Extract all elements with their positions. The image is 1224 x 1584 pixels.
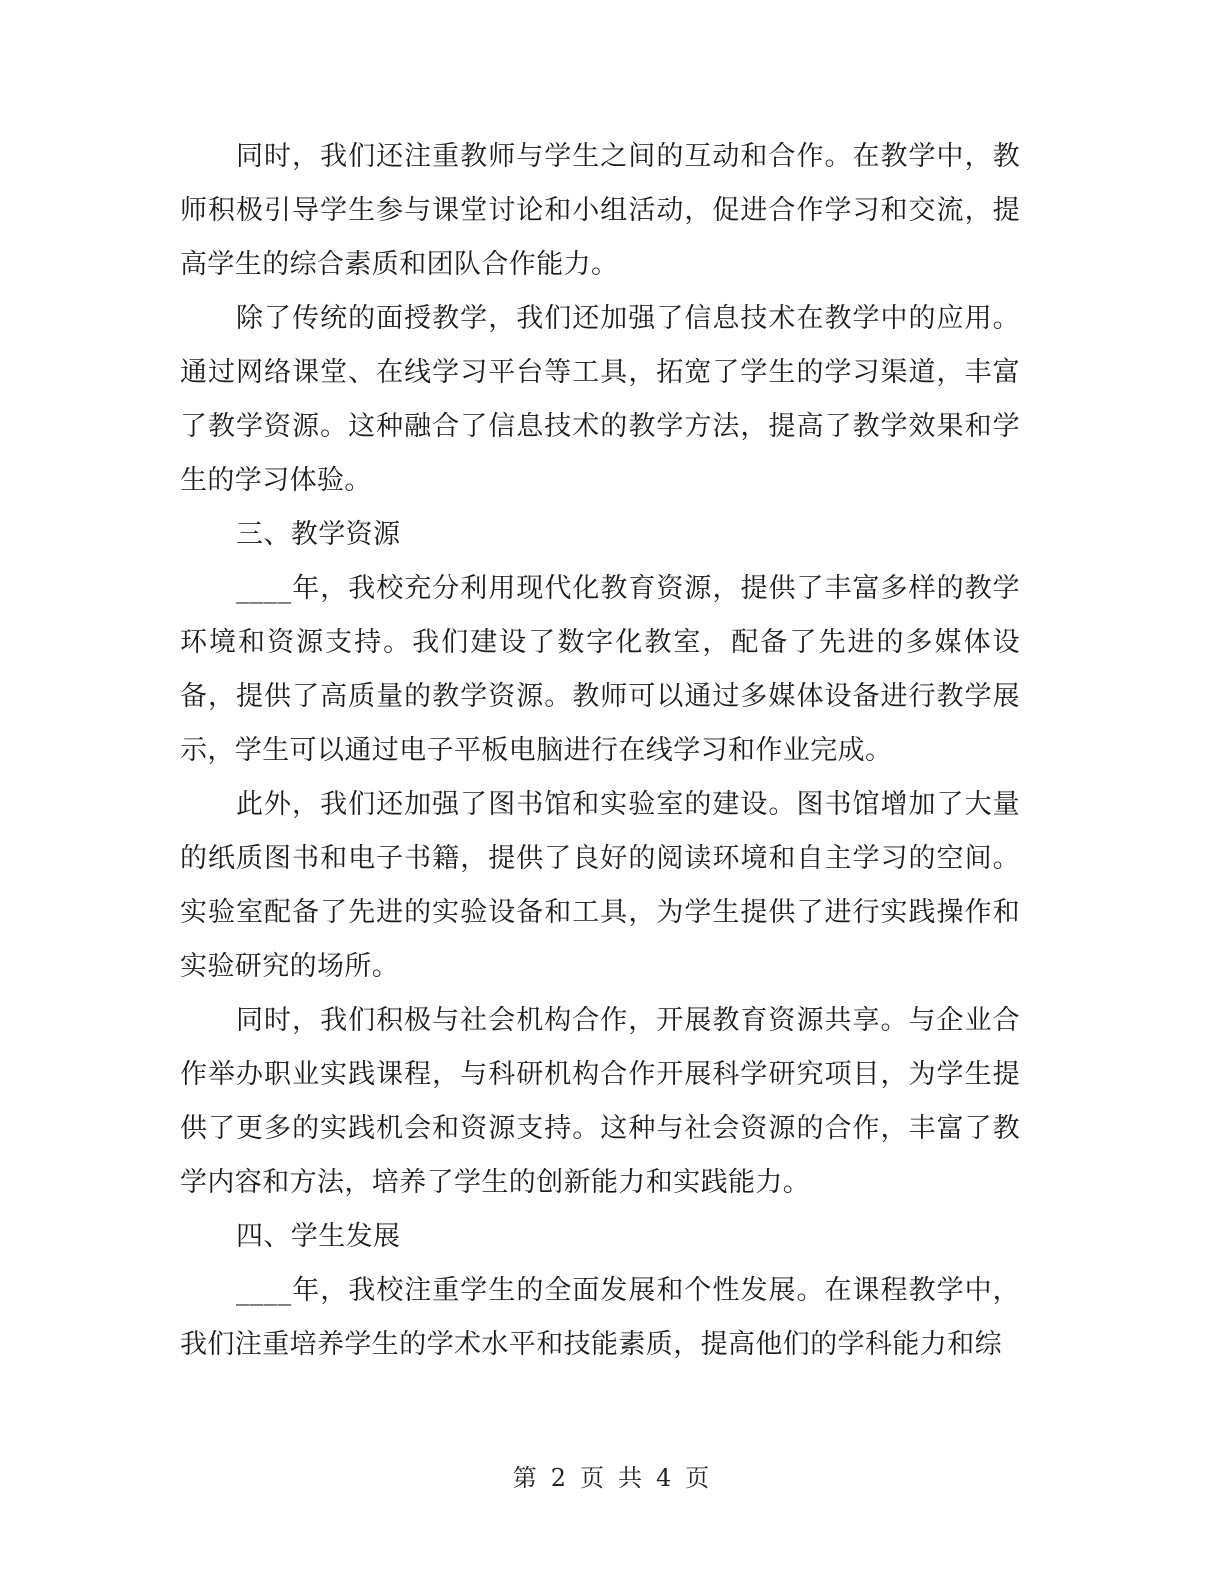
paragraph: 除了传统的面授教学，我们还加强了信息技术在教学中的应用。通过网络课堂、在线学习平台等工具，拓宽了学生的学习渠道，丰富了教学资源。这种融合了信息技术的教学方法，提高了教学效果和学生的学习体验。 (180, 303, 1020, 496)
paragraph: 同时，我们积极与社会机构合作，开展教育资源共享。与企业合作举办职业实践课程，与科研机构合作开展科学研究项目，为学生提供了更多的实践机会和资源支持。这种与社会资源的合作，丰富了教学内容和方法，培养了学生的创新能力和实践能力。 (180, 1005, 1020, 1198)
paragraph: ____年，我校注重学生的全面发展和个性发展。在课程教学中，我们注重培养学生的学术水平和技能素质，提高他们的学科能力和综 (180, 1275, 1020, 1360)
page-number: 2 (550, 1464, 568, 1492)
page-footer (0, 1458, 1224, 1493)
page-prefix: 第 (512, 1464, 539, 1492)
paragraph: 此外，我们还加强了图书馆和实验室的建设。图书馆增加了大量的纸质图书和电子书籍，提供了良好的阅读环境和自主学习的空间。实验室配备了先进的实验设备和工具，为学生提供了进行实践操作和实验研究的场所。 (180, 789, 1020, 982)
total-unit: 页 (685, 1464, 712, 1492)
paragraph: ____年，我校充分利用现代化教育资源，提供了丰富多样的教学环境和资源支持。我们建设了数字化教室，配备了先进的多媒体设备，提供了高质量的教学资源。教师可以通过多媒体设备进行教学展示，学生可以通过电子平板电脑进行在线学习和作业完成。 (180, 573, 1020, 766)
total-prefix: 共 (618, 1464, 644, 1492)
page-unit: 页 (580, 1464, 606, 1492)
document-body (180, 130, 1020, 1372)
section-heading: 三、教学资源 (236, 519, 401, 550)
page-total: 4 (656, 1464, 674, 1492)
section-heading: 四、学生发展 (236, 1221, 401, 1252)
paragraph: 同时，我们还注重教师与学生之间的互动和合作。在教学中，教师积极引导学生参与课堂讨论和小组活动，促进合作学习和交流，提高学生的综合素质和团队合作能力。 (180, 141, 1020, 280)
